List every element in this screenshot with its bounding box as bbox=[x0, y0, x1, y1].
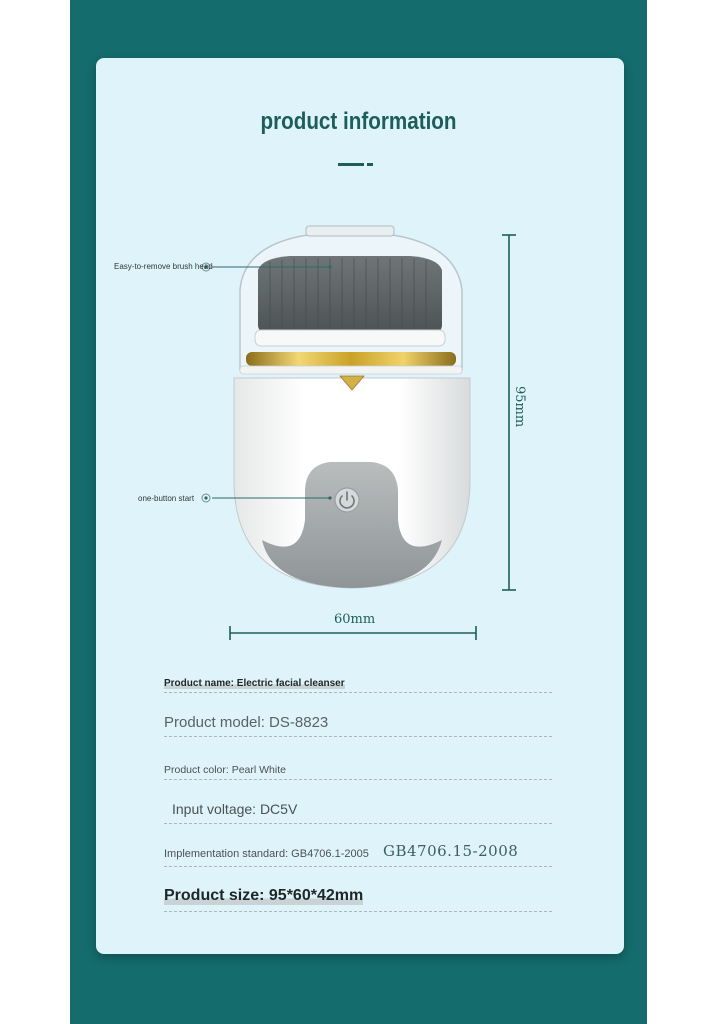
spec-product-name-text: Product name: Electric facial cleanser bbox=[164, 678, 345, 689]
width-dimension-label: 60mm bbox=[334, 612, 376, 627]
spec-input-voltage-text: Input voltage: DC5V bbox=[172, 801, 298, 817]
callout-brush-head-label: Easy-to-remove brush head bbox=[114, 262, 213, 271]
spec-implementation-standard-text: Implementation standard: GB4706.1-2005 bbox=[164, 848, 369, 860]
spec-product-name bbox=[164, 673, 552, 693]
spec-product-color bbox=[164, 760, 552, 780]
width-dimension-line bbox=[230, 626, 476, 640]
height-dimension-label: 95mm bbox=[512, 386, 527, 428]
spec-product-model-text: Product model: DS-8823 bbox=[164, 714, 329, 731]
spec-product-size-text: Product size: 95*60*42mm bbox=[164, 887, 364, 904]
spec-product-size bbox=[164, 887, 552, 912]
page-title: product information bbox=[260, 108, 457, 135]
gold-ring bbox=[240, 352, 462, 374]
power-button[interactable] bbox=[335, 488, 359, 512]
spec-input-voltage bbox=[164, 801, 552, 824]
callout-power-button-label: one-button start bbox=[138, 494, 195, 503]
brush-bristles bbox=[255, 256, 445, 346]
spec-product-color-text: Product color: Pearl White bbox=[164, 764, 286, 776]
device-body bbox=[234, 376, 470, 588]
spec-implementation-standard-extra: GB4706.15-2008 bbox=[383, 842, 519, 860]
spec-product-model bbox=[164, 714, 552, 737]
